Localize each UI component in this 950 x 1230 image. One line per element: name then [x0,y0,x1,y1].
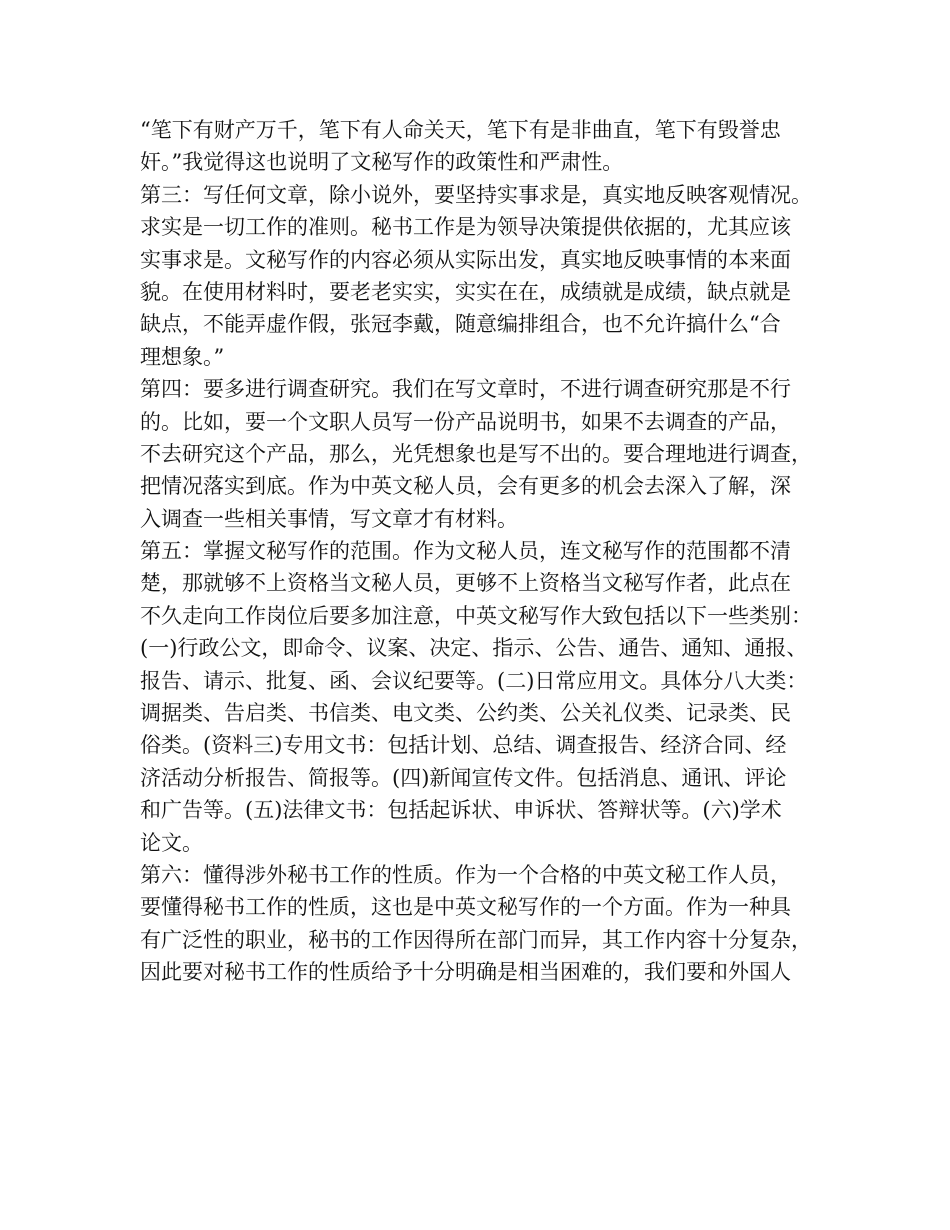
text-line: 第五：掌握文秘写作的范围。作为文秘人员，连文秘写作的范围都不清 [140,539,791,564]
text-line: 因此要对秘书工作的性质给予十分明确是相当困难的，我们要和外国人 [140,960,791,985]
text-line: 入调查一些相关事情，写文章才有材料。 [140,506,518,531]
text-line: 楚，那就够不上资格当文秘人员，更够不上资格当文秘写作者，此点在 [140,571,791,596]
text-line: 第六：懂得涉外秘书工作的性质。作为一个合格的中英文秘工作人员， [140,862,791,887]
text-line: 俗类。(资料三)专用文书：包括计划、总结、调查报告、经济合同、经 [140,733,787,758]
text-line: 求实是一切工作的准则。秘书工作是为领导决策提供依据的，尤其应该 [140,215,791,240]
text-line: 不久走向工作岗位后要多加注意，中英文秘写作大致包括以下一些类别： [140,603,812,628]
text-line: 调据类、告启类、书信类、电文类、公约类、公关礼仪类、记录类、民 [140,701,791,726]
text-line: 论文。 [140,830,203,855]
text-line: 要懂得秘书工作的性质，这也是中英文秘写作的一个方面。作为一种具 [140,895,791,920]
text-line: 不去研究这个产品，那么，光凭想象也是写不出的。要合理地进行调查， [140,441,812,466]
text-line: 和广告等。(五)法律文书：包括起诉状、申诉状、答辩状等。(六)学术 [140,798,782,823]
text-line: 缺点，不能弄虚作假，张冠李戴，随意编排组合，也不允许搞什么“合 [140,312,781,337]
text-line: (一)行政公文，即命令、议案、决定、指示、公告、通告、通知、通报、 [140,636,808,661]
text-line: 有广泛性的职业，秘书的工作因得所在部门而异，其工作内容十分复杂， [140,927,812,952]
text-line: 奸。”我觉得这也说明了文秘写作的政策性和严肃性。 [140,150,624,175]
text-line: 济活动分析报告、简报等。(四)新闻宣传文件。包括消息、通讯、评论 [140,765,787,790]
text-line: “笔下有财产万千，笔下有人命关天，笔下有是非曲直，笔下有毁誉忠 [140,118,781,142]
text-line: 实事求是。文秘写作的内容必须从实际出发，真实地反映事情的本来面 [140,247,791,272]
text-line: 理想象。” [140,344,225,369]
text-line: 第三：写任何文章，除小说外，要坚持实事求是，真实地反映客观情况。 [140,182,812,207]
text-line: 的。比如，要一个文职人员写一份产品说明书，如果不去调查的产品， [140,409,791,434]
text-line: 把情况落实到底。作为中英文秘人员，会有更多的机会去深入了解，深 [140,474,791,499]
document-body [140,114,820,989]
text-line: 貌。在使用材料时，要老老实实，实实在在，成绩就是成绩，缺点就是 [140,279,791,304]
text-line: 报告、请示、批复、函、会议纪要等。(二)日常应用文。具体分八大类： [140,668,808,693]
text-line: 第四：要多进行调查研究。我们在写文章时，不进行调查研究那是不行 [140,377,791,402]
